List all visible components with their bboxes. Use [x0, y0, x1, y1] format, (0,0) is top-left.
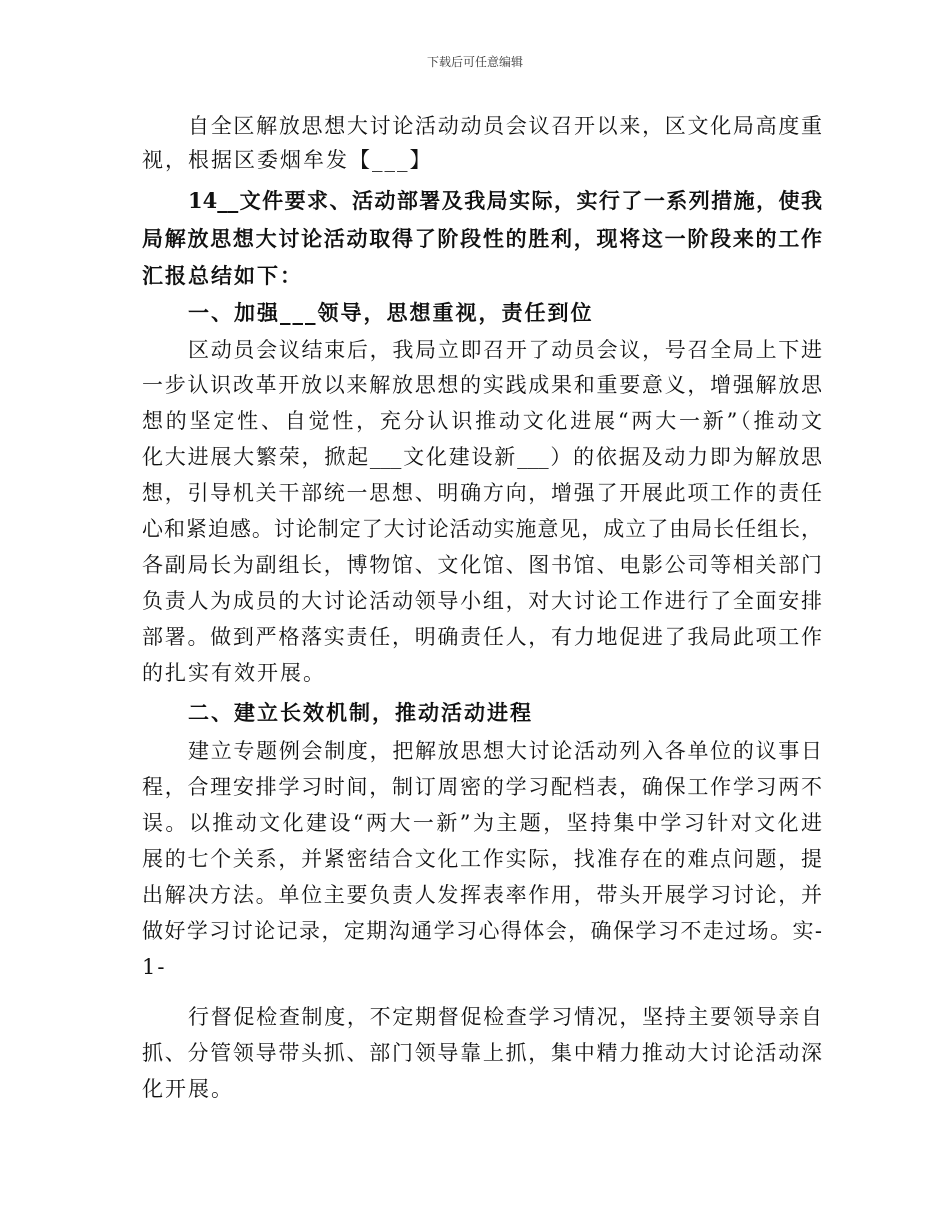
- paragraph-line: 展的七个关系，并紧密结合文化工作实际，找准存在的难点问题，提: [142, 847, 822, 871]
- paragraph-line: 汇报总结如下：: [142, 263, 303, 288]
- paragraph-line: 想，引导机关干部统一思想、明确方向，增强了开展此项工作的责任: [142, 481, 822, 505]
- paragraph-line: 做好学习讨论记录，定期沟通学习心得体会，确保学习不走过场。实-: [142, 919, 822, 943]
- paragraph-line: 抓、分管领导带头抓、部门领导靠上抓，集中精力推动大讨论活动深: [142, 1041, 822, 1065]
- paragraph-line: 一步认识改革开放以来解放思想的实践成果和重要意义，增强解放思: [142, 373, 822, 397]
- paragraph-line: 局解放思想大讨论活动取得了阶段性的胜利，现将这一阶段来的工作: [142, 226, 822, 251]
- paragraph-line: 误。以推动文化建设“两大一新”为主题，坚持集中学习针对文化进: [142, 811, 822, 835]
- paragraph-line: 化开展。: [142, 1077, 234, 1101]
- section-heading: 一、加强___领导，思想重视，责任到位: [188, 300, 594, 325]
- paragraph-line: 自全区解放思想大讨论活动动员会议召开以来，区文化局高度重: [188, 114, 822, 138]
- paragraph-line: 的扎实有效开展。: [142, 661, 326, 685]
- paragraph-line: 想的坚定性、自觉性，充分认识推动文化进展“两大一新”（推动文: [142, 409, 822, 433]
- paragraph-line: 建立专题例会制度，把解放思想大讨论活动列入各单位的议事日: [188, 739, 822, 763]
- paragraph-line: 出解决方法。单位主要负责人发挥表率作用，带头开展学习讨论，并: [142, 883, 822, 907]
- paragraph-line: 程，合理安排学习时间，制订周密的学习配档表，确保工作学习两不: [142, 775, 822, 799]
- paragraph-line: 化大进展大繁荣，掀起___文化建设新___）的依据及动力即为解放思: [142, 445, 822, 469]
- paragraph-line: 行督促检查制度，不定期督促检查学习情况，坚持主要领导亲自: [188, 1005, 822, 1029]
- page-header: 下载后可任意编辑: [426, 55, 523, 69]
- paragraph-line: 负责人为成员的大讨论活动领导小组，对大讨论工作进行了全面安排: [142, 589, 822, 613]
- paragraph-line: 各副局长为副组长，博物馆、文化馆、图书馆、电影公司等相关部门: [142, 553, 822, 577]
- paragraph-line: 区动员会议结束后，我局立即召开了动员会议，号召全局上下进: [188, 338, 822, 362]
- paragraph-line: 部署。做到严格落实责任，明确责任人，有力地促进了我局此项工作: [142, 625, 822, 649]
- page-number: 1-: [142, 955, 167, 979]
- paragraph-line: 心和紧迫感。讨论制定了大讨论活动实施意见，成立了由局长任组长，: [142, 517, 822, 541]
- paragraph-line: 视，根据区委烟牟发【___】: [142, 148, 433, 172]
- section-heading: 二、建立长效机制，推动活动进程: [188, 700, 533, 725]
- paragraph-line: 14__文件要求、活动部署及我局实际，实行了一系列措施，使我: [188, 188, 822, 213]
